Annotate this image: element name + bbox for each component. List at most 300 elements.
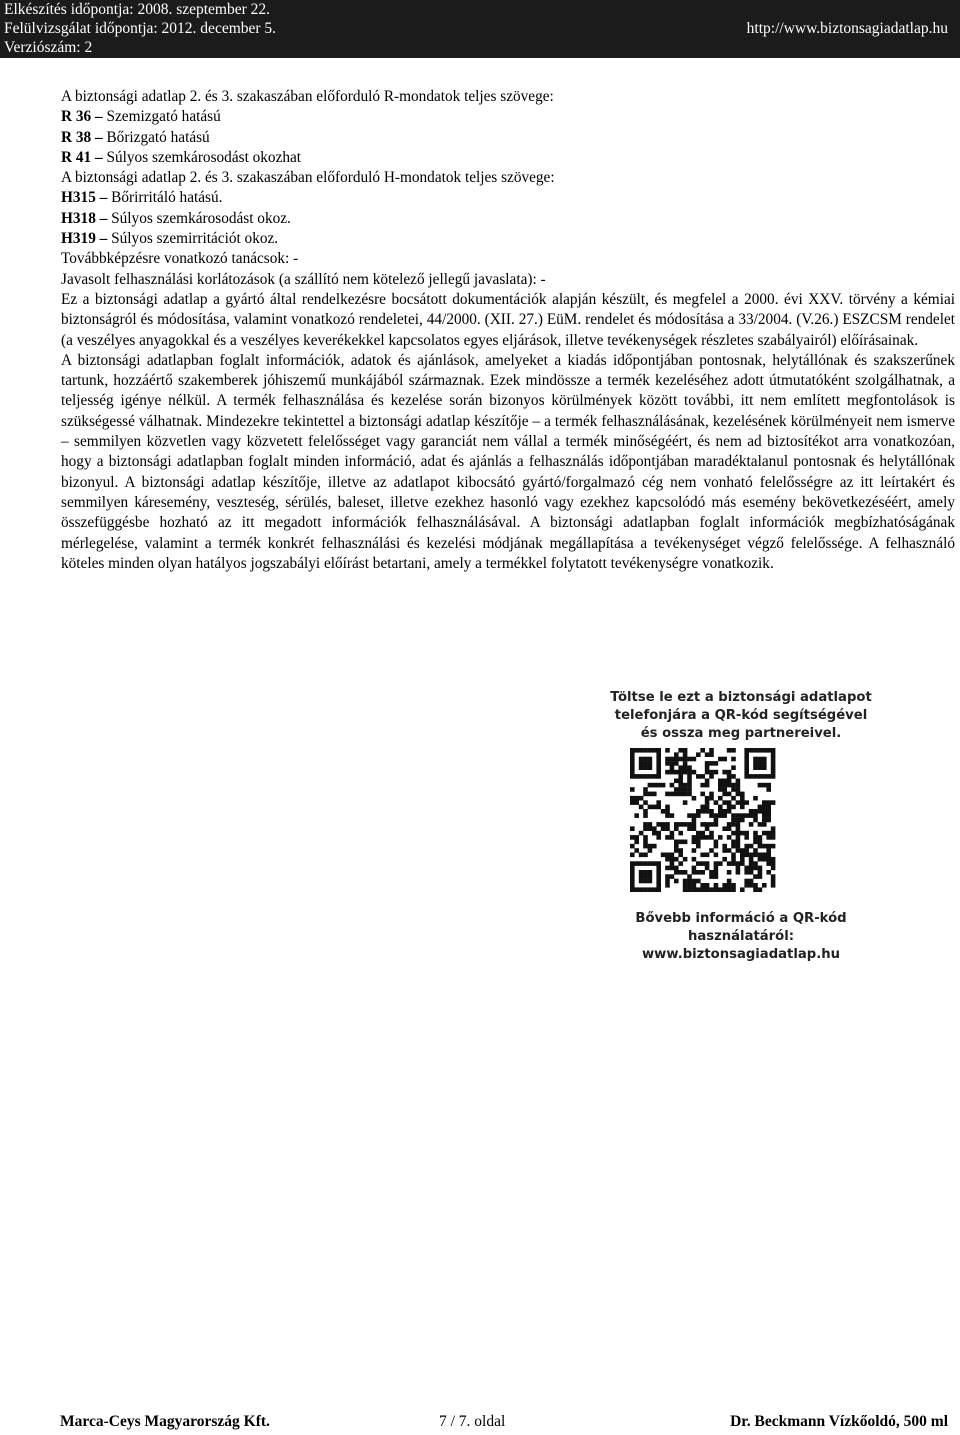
qr-module [700,805,705,810]
footer-page-number: 7 / 7. oldal [439,1413,506,1430]
qr-module [705,809,710,814]
qr-module [656,874,661,879]
qr-module [630,835,635,840]
qr-module [740,792,745,797]
qr-module [696,813,701,818]
qr-module [718,861,723,866]
qr-module [762,757,767,762]
qr-module [705,887,710,892]
qr-module [771,770,776,775]
qr-module [648,765,653,770]
qr-module [687,765,692,770]
qr-module [731,887,736,892]
qr-module [740,831,745,836]
qr-module [687,883,692,888]
qr-module [670,831,675,836]
qr-module [705,783,710,788]
qr-module [709,761,714,766]
qr-module [771,835,776,840]
qr-module [652,792,657,797]
qr-module [692,796,697,801]
qr-module [740,818,745,823]
qr-module [656,861,661,866]
qr-module [727,826,732,831]
qr-module [683,761,688,766]
qr-module [643,774,648,779]
qr-module [678,822,683,827]
qr-module [678,870,683,875]
qr-module [749,883,754,888]
qr-module [727,748,732,753]
qr-module [656,770,661,775]
qr-caption-bottom [596,910,886,964]
qr-module [722,787,727,792]
qr-module [665,748,670,753]
qr-module [758,887,763,892]
qr-module [762,805,767,810]
qr-module [722,783,727,788]
header-url-link[interactable]: http://www.biztonsagiadatlap.hu [746,20,948,37]
qr-module [687,779,692,784]
qr-module [683,752,688,757]
qr-module [639,765,644,770]
qr-module [692,813,697,818]
qr-module [674,757,679,762]
qr-module [758,853,763,858]
qr-module [643,809,648,814]
qr-module [744,870,749,875]
qr-module [753,866,758,871]
qr-module [771,765,776,770]
qr-module [665,883,670,888]
qr-module [696,835,701,840]
qr-module [643,761,648,766]
qr-module [678,779,683,784]
qr-module [766,818,771,823]
qr-module [771,874,776,879]
qr-module [709,774,714,779]
qr-module [630,879,635,884]
page-header [0,0,960,58]
qr-module [700,822,705,827]
qr-module [656,822,661,827]
qr-module [718,787,723,792]
qr-module [643,765,648,770]
qr-module [758,765,763,770]
qr-module [630,826,635,831]
qr-module [674,752,679,757]
qr-module [630,800,635,805]
qr-module [753,774,758,779]
qr-module [700,887,705,892]
qr-module [652,887,657,892]
qr-module [661,822,666,827]
qr-module [718,779,723,784]
qr-module [727,848,732,853]
qr-module [740,848,745,853]
qr-module [758,857,763,862]
qr-module [731,840,736,845]
h-phrase-code: H318 – [61,209,108,227]
qr-module [727,805,732,810]
qr-module [692,870,697,875]
qr-module [744,844,749,849]
qr-module [744,813,749,818]
qr-module [692,757,697,762]
qr-module [714,822,719,827]
qr-module [643,748,648,753]
qr-module [762,809,767,814]
qr-module [670,857,675,862]
qr-module [714,861,719,866]
qr-module [634,887,639,892]
r-phrase-code: R 41 – [61,148,103,166]
qr-module [727,822,732,827]
qr-module [736,870,741,875]
qr-module [687,874,692,879]
h-phrase-code: H319 – [61,230,108,248]
qr-module [683,783,688,788]
qr-module [758,774,763,779]
qr-module [656,748,661,753]
qr-module [696,844,701,849]
qr-module [648,870,653,875]
qr-module [731,796,736,801]
qr-module [648,792,653,797]
qr-module [674,826,679,831]
qr-code-panel [596,679,886,1031]
qr-module [665,857,670,862]
qr-module [674,761,679,766]
qr-module [656,757,661,762]
r-section-intro: A biztonsági adatlap 2. és 3. szakaszában előforduló R-mondatok teljes szövege: [61,88,554,105]
qr-module [678,787,683,792]
qr-module [674,870,679,875]
qr-module [661,826,666,831]
created-date: Elkészítés időpontja: 2008. szeptember 22. [4,1,271,18]
qr-module [643,874,648,879]
qr-module [749,879,754,884]
qr-module [718,796,723,801]
qr-module [705,800,710,805]
qr-module [749,844,754,849]
qr-module [643,853,648,858]
qr-module [683,792,688,797]
qr-module [687,757,692,762]
revised-date: Felülvizsgálat időpontja: 2012. december 5. [4,20,277,37]
qr-module [665,757,670,762]
qr-module [705,770,710,775]
qr-module [766,748,771,753]
qr-module [749,870,754,875]
qr-module [727,800,732,805]
qr-module [705,752,710,757]
qr-module [687,774,692,779]
qr-module [656,761,661,766]
qr-module [639,748,644,753]
qr-module [656,879,661,884]
qr-module [749,861,754,866]
qr-module [766,861,771,866]
qr-module [687,822,692,827]
qr-module [753,831,758,836]
qr-module [709,752,714,757]
qr-module [630,887,635,892]
qr-module [656,752,661,757]
qr-module [749,813,754,818]
qr-module [630,774,635,779]
qr-module [692,770,697,775]
qr-module [630,866,635,871]
qr-module [736,844,741,849]
version-number: Verziószám: 2 [4,39,93,56]
qr-module [718,783,723,788]
qr-module [744,879,749,884]
qr-module [722,887,727,892]
qr-module [639,805,644,810]
qr-module [753,835,758,840]
qr-module [648,848,653,853]
qr-module [736,861,741,866]
qr-module [652,748,657,753]
qr-module [705,861,710,866]
qr-module [643,757,648,762]
qr-module [714,761,719,766]
qr-module [736,783,741,788]
qr-module [696,861,701,866]
qr-module [758,874,763,879]
qr-caption-line: és ossza meg partnereivel. [640,726,842,741]
qr-module [722,826,727,831]
qr-module [639,761,644,766]
qr-module [643,844,648,849]
qr-caption-line: használatáról: [687,929,795,944]
qr-module [731,813,736,818]
qr-module [643,870,648,875]
qr-module [687,787,692,792]
qr-module [639,887,644,892]
qr-module [731,883,736,888]
qr-module [692,818,697,823]
qr-module [648,822,653,827]
qr-module [753,861,758,866]
qr-module [718,835,723,840]
qr-module [696,887,701,892]
qr-module [766,805,771,810]
qr-module [753,883,758,888]
qr-module [753,748,758,753]
qr-module [678,783,683,788]
qr-module [656,835,661,840]
h-phrase-text: Súlyos szemirritációt okoz. [107,230,279,248]
qr-module [740,861,745,866]
qr-module [700,831,705,836]
qr-caption-line: Bővebb információ a QR-kód [635,911,847,926]
qr-module [665,874,670,879]
qr-module [652,805,657,810]
qr-module [731,783,736,788]
qr-module [678,765,683,770]
qr-module [665,853,670,858]
r-phrase-text: Szemizgató hatású [102,108,221,126]
qr-module [771,866,776,871]
qr-module [753,887,758,892]
qr-module [727,870,732,875]
qr-module [749,774,754,779]
qr-module [634,796,639,801]
qr-module [630,870,635,875]
qr-module [705,826,710,831]
qr-module [736,822,741,827]
qr-module [674,779,679,784]
qr-module [648,826,653,831]
qr-module [705,866,710,871]
qr-module [674,879,679,884]
qr-module [696,870,701,875]
qr-module [648,844,653,849]
recommended-restrictions: Javasolt felhasználási korlátozások (a szállító nem kötelező jellegű javaslata): - [61,270,546,288]
qr-module [700,748,705,753]
qr-module [744,752,749,757]
qr-module [762,774,767,779]
qr-code-image[interactable] [608,746,798,896]
qr-module [731,857,736,862]
qr-caption-line: telefonjára a QR-kód segítségével [614,708,868,723]
qr-module [714,887,719,892]
qr-module [656,765,661,770]
qr-module [722,844,727,849]
qr-module [727,770,732,775]
qr-module [762,844,767,849]
qr-caption-link[interactable]: www.biztonsagiadatlap.hu [642,947,840,962]
h-phrase-text: Súlyos szemkárosodást okoz. [107,209,291,227]
qr-module [648,774,653,779]
qr-module [630,874,635,879]
qr-module [639,774,644,779]
qr-module [692,887,697,892]
qr-module [758,761,763,766]
qr-module [727,879,732,884]
qr-module [771,844,776,849]
qr-module [700,783,705,788]
qr-module [670,761,675,766]
qr-module [749,853,754,858]
qr-module [731,831,736,836]
qr-module [630,787,635,792]
qr-module [766,844,771,849]
qr-module [762,883,767,888]
qr-module [771,883,776,888]
qr-module [648,874,653,879]
qr-module [683,757,688,762]
qr-module [670,853,675,858]
qr-module [766,813,771,818]
qr-module [705,796,710,801]
qr-module [709,870,714,875]
qr-module [683,870,688,875]
qr-module [753,853,758,858]
qr-module [709,748,714,753]
qr-module [714,866,719,871]
qr-module [652,783,657,788]
qr-module [670,813,675,818]
qr-module [705,761,710,766]
qr-module [665,826,670,831]
qr-module [683,748,688,753]
qr-module [731,748,736,753]
qr-module [758,840,763,845]
qr-module [630,761,635,766]
qr-module [665,792,670,797]
qr-module [678,861,683,866]
qr-module [744,866,749,871]
qr-module [674,787,679,792]
qr-module [744,831,749,836]
qr-module [652,831,657,836]
qr-module [648,761,653,766]
qr-module [727,779,732,784]
qr-module [678,748,683,753]
qr-module [678,853,683,858]
qr-module [727,792,732,797]
qr-module [687,792,692,797]
qr-module [692,848,697,853]
qr-module [678,831,683,836]
qr-module [700,853,705,858]
qr-module [683,887,688,892]
qr-module [656,774,661,779]
qr-module [696,809,701,814]
qr-module [683,800,688,805]
qr-module [692,840,697,845]
qr-module [700,792,705,797]
qr-module [674,770,679,775]
qr-module [709,874,714,879]
qr-module [722,883,727,888]
qr-module [656,805,661,810]
qr-module [771,826,776,831]
qr-module [630,752,635,757]
qr-module [630,861,635,866]
qr-module [762,853,767,858]
qr-module [709,887,714,892]
qr-module [740,800,745,805]
qr-module [758,866,763,871]
qr-module [670,765,675,770]
qr-module [630,757,635,762]
qr-module [771,748,776,753]
qr-module [630,796,635,801]
qr-module [762,765,767,770]
qr-module [740,853,745,858]
qr-module [766,800,771,805]
qr-module [670,770,675,775]
qr-module [656,831,661,836]
training-advice: Továbbképzésre vonatkozó tanácsok: - [61,250,299,268]
qr-module [687,770,692,775]
qr-module [678,757,683,762]
page-footer [0,1410,960,1434]
qr-module [753,813,758,818]
qr-module [753,840,758,845]
qr-module [753,818,758,823]
qr-module [643,792,648,797]
h-phrase-code: H315 – [61,189,108,207]
qr-module [643,887,648,892]
qr-module [643,787,648,792]
qr-module [744,765,749,770]
qr-module [722,779,727,784]
